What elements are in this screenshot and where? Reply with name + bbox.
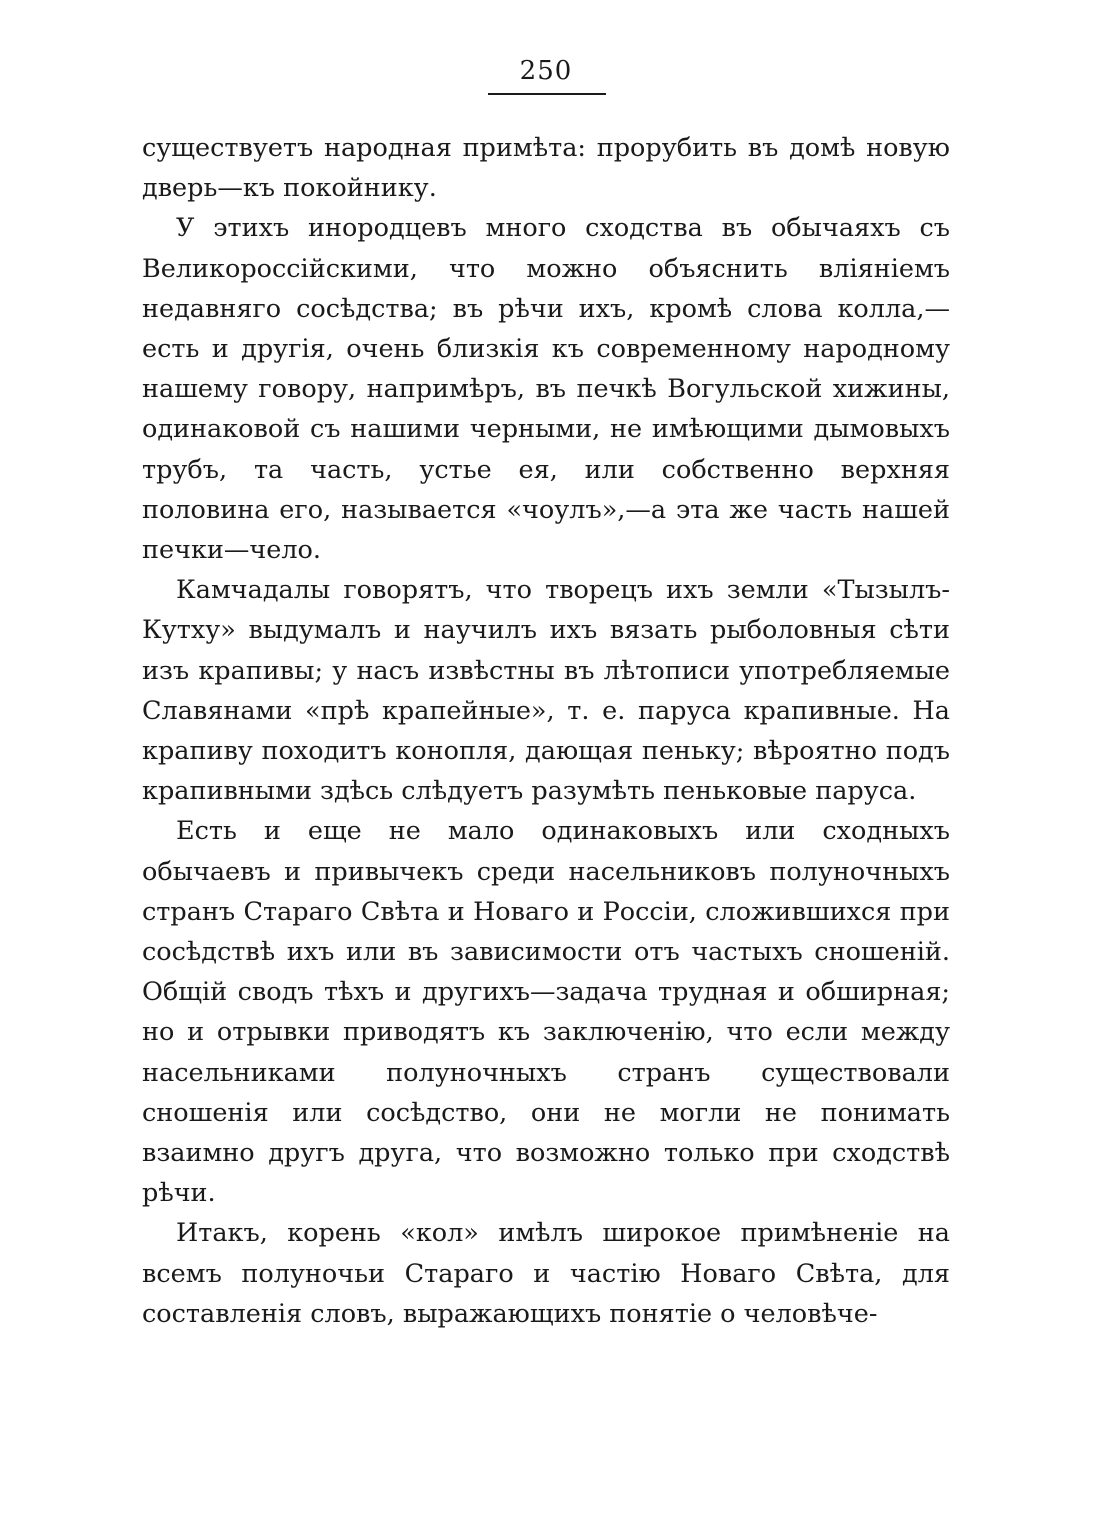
header-rule <box>488 93 606 95</box>
document-page <box>142 0 950 1534</box>
paragraph-2: У этихъ инородцевъ много сходства въ обычаяхъ съ Великороссійскими, что можно объяснить вліяніемъ недавняго сосѣдства; въ рѣчи ихъ, кромѣ слова колла,—есть и другія, очень близкія къ современному народному нашему говору, напримѣръ, въ печкѣ Вогульской хижины, одинаковой съ нашими черными, не имѣющими дымовыхъ трубъ, та часть, устье ея, или собственно верхняя половина его, называется «чоулъ»,—а эта же часть нашей печки—чело. <box>142 213 950 566</box>
paragraph-5: Итакъ, корень «кол» имѣлъ широкое примѣненіе на всемъ полуночьи Стараго и частію Новаго Свѣта, для составленія словъ, выражающихъ понятіе о человѣче- <box>142 1218 950 1329</box>
paragraph-4: Есть и еще не мало одинаковыхъ или сходныхъ обычаевъ и привычекъ среди насельниковъ полуночныхъ странъ Стараго Свѣта и Новаго и Россіи, сложившихся при сосѣдствѣ ихъ или въ зависимости отъ частыхъ сношеній. Общій сводъ тѣхъ и другихъ—задача трудная и обширная; но и отрывки приводятъ къ заключенію, что если между насельниками полуночныхъ странъ существовали сношенія или сосѣдство, они не могли не понимать взаимно другъ друга, что возможно только при сходствѣ рѣчи. <box>142 816 950 1209</box>
paragraph-3: Камчадалы говорятъ, что творецъ ихъ земли «Тызылъ-Кутху» выдумалъ и научилъ ихъ вязать рыболовныя сѣти изъ крапивы; у насъ извѣстны въ лѣтописи употребляемые Славянами «прѣ крапейные», т. е. паруса крапивные. На крапиву походитъ конопля, дающая пеньку; вѣроятно подъ крапивными здѣсь слѣдуетъ разумѣть пеньковые паруса. <box>142 575 950 807</box>
page-number: 250 <box>519 56 573 86</box>
paragraph-1: существуетъ народная примѣта: прорубить въ домѣ новую дверь—къ покойнику. <box>142 133 950 204</box>
body-text <box>142 128 950 1334</box>
